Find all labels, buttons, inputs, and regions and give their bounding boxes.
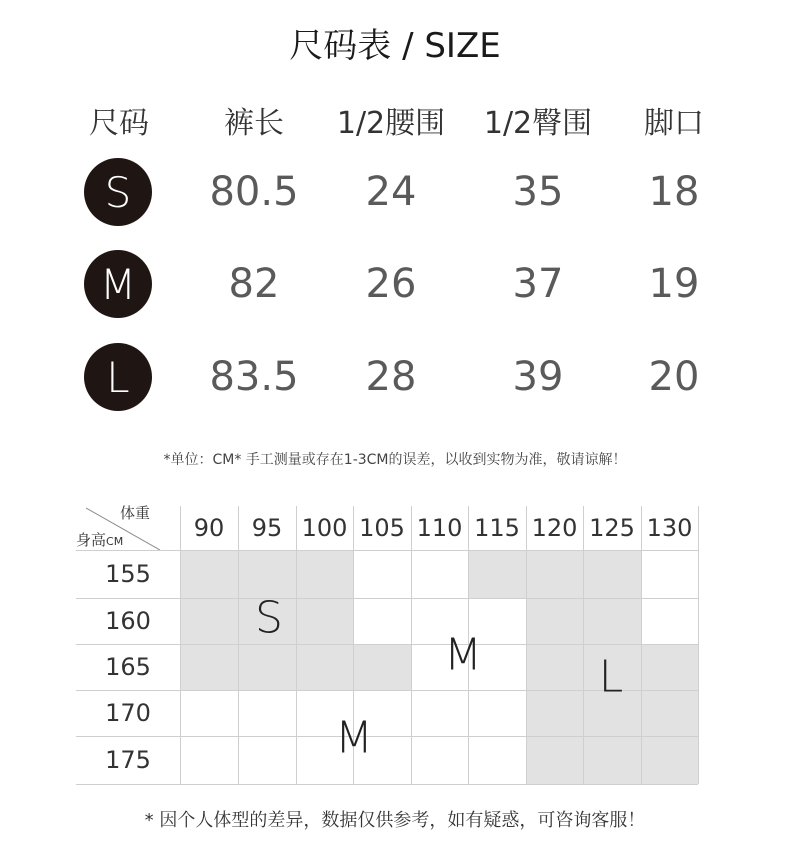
fit-cell-shaded xyxy=(583,550,641,598)
fit-cell-shaded xyxy=(238,550,296,598)
fit-cell-shaded xyxy=(641,736,698,784)
fit-cell-shaded xyxy=(641,690,698,736)
fit-cell-shaded xyxy=(180,598,238,644)
fit-cell-shaded xyxy=(526,736,583,784)
header-hip: 1/2臀围 xyxy=(483,106,593,141)
height-label: 155 xyxy=(105,560,151,588)
fit-cell-shaded xyxy=(641,644,698,690)
fit-cell-shaded xyxy=(583,736,641,784)
header-waist: 1/2腰围 xyxy=(336,106,446,141)
corner-weight-label: 体重 xyxy=(120,504,151,522)
weight-label: 115 xyxy=(474,514,520,542)
height-label: 160 xyxy=(105,607,151,635)
weight-label: 130 xyxy=(646,514,693,542)
value-l-hip: 39 xyxy=(512,354,564,400)
page-title: 尺码表 / SIZE xyxy=(289,26,501,66)
header-size: 尺码 xyxy=(89,106,149,141)
fit-mark-l: L xyxy=(598,651,624,703)
grid-hline xyxy=(76,784,698,785)
corner-height-unit: CM xyxy=(106,535,124,548)
size-badge-m: M xyxy=(84,250,152,318)
fit-mark-m-upper: M xyxy=(444,629,482,681)
weight-label: 105 xyxy=(359,514,405,542)
fit-cell-shaded xyxy=(296,644,353,690)
weight-label: 125 xyxy=(589,514,635,542)
grid-vline xyxy=(698,506,699,784)
corner-diagonal xyxy=(76,506,180,550)
value-s-hip: 35 xyxy=(512,169,564,215)
header-length: 裤长 xyxy=(224,106,284,141)
value-m-length: 82 xyxy=(228,261,280,307)
value-m-hem: 19 xyxy=(648,261,700,307)
value-s-length: 80.5 xyxy=(209,169,299,215)
measurement-note: *单位：CM* 手工测量或存在1-3CM的误差，以收到实物为准，敬请谅解！ xyxy=(163,452,627,468)
weight-label: 120 xyxy=(531,514,578,542)
fit-cell-shaded xyxy=(238,644,296,690)
fit-cell-shaded xyxy=(526,644,583,690)
weight-label: 110 xyxy=(416,514,463,542)
height-label: 165 xyxy=(105,653,151,681)
value-m-waist: 26 xyxy=(365,261,417,307)
fit-mark-m-lower: M xyxy=(335,712,373,764)
weight-label: 95 xyxy=(251,514,283,542)
corner-height-text: 身高 xyxy=(76,531,107,549)
height-label: 170 xyxy=(105,699,151,727)
value-l-length: 83.5 xyxy=(209,354,299,400)
value-l-waist: 28 xyxy=(365,354,417,400)
value-m-hip: 37 xyxy=(512,261,564,307)
fit-cell-shaded xyxy=(180,550,238,598)
fit-cell-shaded xyxy=(296,598,353,644)
fit-cell-shaded xyxy=(353,644,411,690)
size-badge-s: S xyxy=(84,158,152,226)
fit-cell-shaded xyxy=(526,550,583,598)
value-s-hem: 18 xyxy=(648,169,700,215)
fit-mark-s: S xyxy=(255,592,283,644)
value-l-hem: 20 xyxy=(648,354,700,400)
fit-cell-shaded xyxy=(526,598,583,644)
value-s-waist: 24 xyxy=(365,169,417,215)
footer-note: * 因个人体型的差异，数据仅供参考，如有疑惑，可咨询客服！ xyxy=(144,810,646,831)
fit-cell-shaded xyxy=(526,690,583,736)
fit-cell-shaded xyxy=(583,598,641,644)
weight-label: 100 xyxy=(301,514,348,542)
size-badge-l: L xyxy=(84,343,152,411)
fit-cell-shaded xyxy=(296,550,353,598)
fit-cell-shaded xyxy=(180,644,238,690)
weight-label: 90 xyxy=(193,514,225,542)
height-label: 175 xyxy=(105,746,151,774)
header-hem: 脚口 xyxy=(644,106,704,141)
fit-cell-shaded xyxy=(468,550,526,598)
